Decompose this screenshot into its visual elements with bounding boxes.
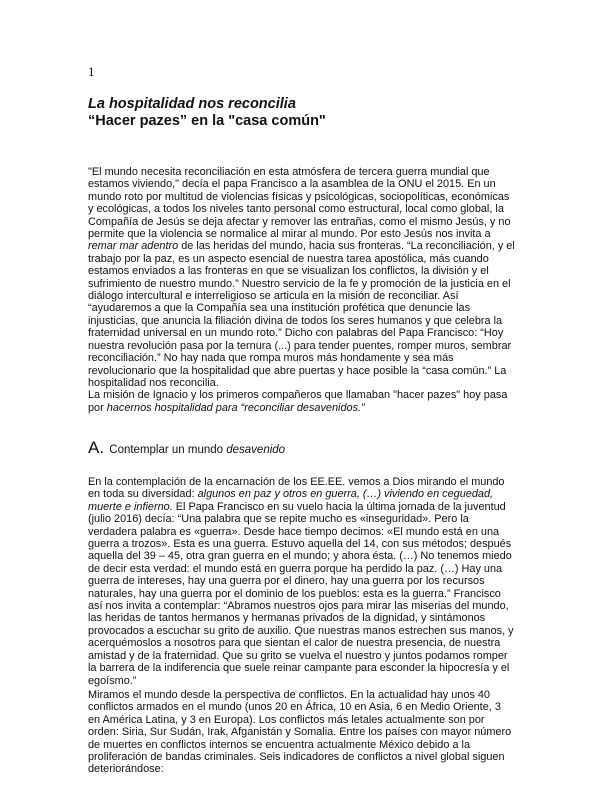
section-heading-text: Contemplar un mundo [109, 444, 227, 456]
document-title: La hospitalidad nos reconcilia [88, 96, 296, 112]
intro-emphasis-remar: remar mar adentro [88, 240, 179, 253]
contemplation-text-part-1: En la contemplación de la encarnación de los EE.EE. vemos a Dios mirando el mundo en toda su diversidad: [88, 476, 505, 501]
conflicts-paragraph [88, 689, 515, 776]
contemplation-text [88, 476, 515, 687]
mission-emphasis: hacernos hospitalidad para “reconciliar desavenidos.” [106, 401, 365, 414]
title-block [88, 96, 326, 130]
section-a-heading [88, 436, 285, 458]
mission-paragraph [88, 389, 515, 414]
section-letter: A. [88, 438, 105, 457]
intro-section [88, 166, 515, 414]
conflicts-text: Miramos el mundo desde la perspectiva de conflictos. En la actualidad hay unos 40 conflictos armados en el mundo (unos 20 en África, 10 en Asia, 6 en Medio Oriente, 3 en América Latina, y 3 en Europa). Los conflictos más letales actualmente son por orden: Siria, Sur Sudán, Irak, Afganistán y Somalia. Entre los países con mayor número de muertes en conflictos internos se encuentra actualmente México debido a la proliferación de bandas criminales. Seis indicadores de conflictos a nivel global siguen deteriorándose: [88, 689, 512, 776]
mission-text: La misión de Ignacio y los primeros compañeros que llamaban "hacer pazes" hoy pasa por [88, 389, 508, 414]
intro-text-part-2: de las heridas del mundo, hacia sus fronteras. “La reconciliación, y el trabajo por la paz, es un aspecto esencial de nuestra tarea apostólica, más cuando estamos enviados a las fronteras en que se visualizan los conflictos, la división y el sufrimiento de nuestro mundo.” Nuestro servicio de la fe y promoción de la justicia en el diálogo intercultural e interreligioso se articula en la misión de reconciliar. Así “ayudaremos a que la Compañía sea una institución profética que denuncie las injusticias, que anuncia la filiación divina de todos los seres humanos y que celebra la fraternidad universal en un mundo roto.” Dicho con palabras del Papa Francisco: “Hoy nuestra revolución pasa por la ternura (...) para tender puentes, romper muros, sembrar reconciliación.” No hay nada que rompa muros más hondamente y sea más revolucionario que la hospitalidad que abre puertas y hace posible la “casa común.” La hospitalidad nos reconcilia. [88, 240, 515, 389]
contemplation-paragraph [88, 476, 515, 687]
section-heading-emphasis: desavenido [226, 444, 286, 456]
page-number: 1 [88, 64, 95, 79]
intro-paragraph [88, 166, 515, 389]
document-subtitle: “Hacer pazes” en la "casa común" [88, 113, 326, 129]
contemplation-emphasis: algunos en paz y otros en guerra, (…) viviendo en ceguedad, muerte e infierno. [88, 488, 494, 513]
intro-text-part-1: "El mundo necesita reconciliación en esta atmósfera de tercera guerra mundial que estamos viviendo," decía el papa Francisco a la asamblea de la ONU el 2015. En un mundo roto por multitud de violencias físicas y psicológicas, sociopolíticas, económicas y ecológicas, a todos los niveles tanto personal como estructural, local como global, la Compañía de Jesús se deja afectar y remover las entrañas, como el mismo Jesús, y no permite que la violencia se normalice al mirar al mundo. Por esto Jesús nos invita a [88, 166, 511, 241]
contemplation-text-part-2: El Papa Francisco en su vuelo hacia la última jornada de la juventud (julio 2016) decía: “Una palabra que se repite mucho es «inseguridad». Pero la verdadera palabra es «guerra». Desde hace tiempo decimos: «El mundo está en una guerra a trozos». Esta es una guerra. Estuvo aquella del 14, con sus métodos; después aquella del 39 – 45, otra gran guerra en el mundo; y ahora ésta. (…) No tenemos miedo de decir esta verdad: el mundo está en guerra porque ha perdido la paz. (…) Hay una guerra de intereses, hay una guerra por el dinero, hay una guerra por los recursos naturales, hay una guerra por el dominio de los pueblos: esta es la guerra.” Francisco así nos invita a contemplar: “Abramos nuestros ojos para mirar las miserias del mundo, las heridas de tantos hermanos y hermanas privados de la dignidad, y sintámonos provocados a escuchar su grito de auxilio. Que nuestras manos estrechen sus manos, y acerquémoslos a nosotros para que sientan el calor de nuestra presencia, de nuestra amistad y de la fraternidad. Que su grito se vuelva el nuestro y juntos podamos romper la barrera de la indiferencia que suele reinar campante para esconder la hipocresía y el egoísmo.” [88, 500, 514, 687]
